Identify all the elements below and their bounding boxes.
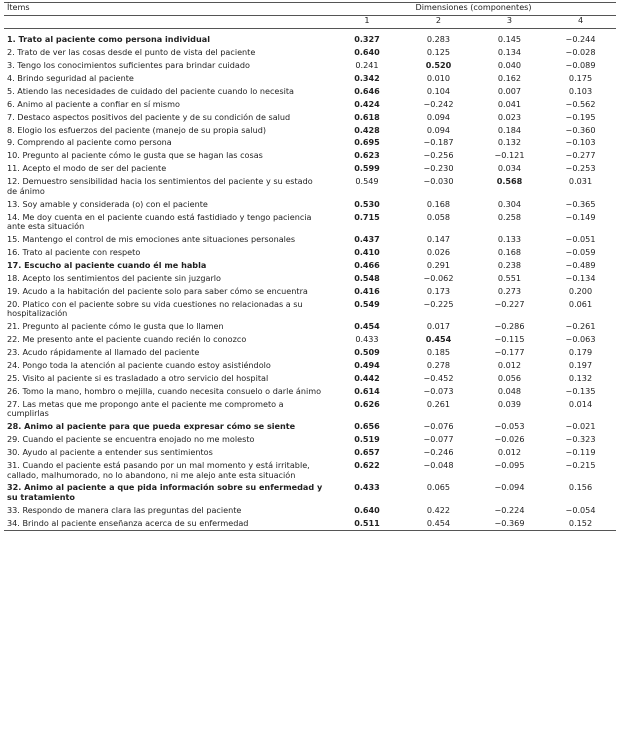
loading-dim-3: 0.039 [497,398,522,409]
loading-dim-3: 0.273 [497,285,522,296]
loading-dim-2: 0.104 [426,85,451,96]
item-label: 28. Animo al paciente para que pueda expresar cómo se siente [7,421,296,432]
loading-dim-2: 0.520 [425,60,452,71]
loading-dim-1: 0.241 [355,60,379,71]
loading-dim-1: 0.530 [354,198,380,209]
loading-dim-1: 0.410 [354,247,380,258]
loading-dim-1: 0.494 [354,359,380,370]
loading-dim-3: −0.224 [494,505,525,516]
loading-dim-3: −0.369 [474,517,545,530]
loading-dim-1: 0.342 [354,72,380,83]
item-label: 3. Tengo los conocimientos suficientes para brindar cuidado [7,60,250,71]
loading-dim-4: −0.489 [565,259,596,270]
loading-dim-3: 0.048 [497,385,522,396]
loading-dim-3: −0.095 [494,459,525,470]
table-row [4,285,616,298]
loading-dim-1: 0.618 [354,111,380,122]
loading-dim-1: 0.433 [354,482,380,493]
table-row [4,124,616,137]
loading-dim-4: −0.195 [565,111,596,122]
loading-dim-4: −0.063 [565,334,596,345]
header-row-columns [4,16,616,29]
table-row [4,272,616,285]
loading-dim-1: 0.416 [354,285,380,296]
loading-dim-2: 0.010 [426,72,451,83]
item-label: 5. Atiendo las necesidades de cuidado del paciente cuando lo necesita [7,85,294,96]
loading-dim-1: 0.327 [354,34,380,45]
item-label: 19. Acudo a la habitación del paciente solo para saber cómo se encuentra [7,285,308,296]
loading-dim-2: −0.187 [423,137,454,148]
column-header-3: 3 [474,16,545,29]
loading-dim-1: 0.428 [354,124,380,135]
table-row [4,72,616,85]
loading-dim-1: 0.549 [354,298,380,309]
loading-dim-1: 0.509 [354,347,380,357]
loading-dim-4: −0.261 [565,321,596,332]
table-row [4,176,616,199]
loading-dim-4: 0.061 [568,298,593,309]
item-label: 23. Acudo rápidamente al llamado del paciente [7,347,200,357]
item-label: 10. Pregunto al paciente cómo le gusta que se hagan las cosas [7,150,263,161]
loading-dim-3: 0.134 [497,47,522,58]
loading-dim-4: 0.197 [568,359,593,370]
factor-loadings-table [4,3,616,531]
table-row [4,98,616,111]
loading-dim-1: 0.599 [354,163,380,174]
loading-dim-2: 0.094 [426,124,451,135]
item-label: 27. Las metas que me propongo ante el paciente me comprometo a cumplirlas [7,398,284,419]
column-header-1: 1 [331,16,403,29]
loading-dim-4: 0.031 [568,176,593,187]
loading-dim-4: 0.179 [568,347,593,357]
table-row [4,150,616,163]
loading-dim-3: 0.162 [497,72,522,83]
item-label: 20. Platico con el paciente sobre su vida cuestiones no relacionadas a su hospitalización [7,298,303,319]
loading-dim-3: 0.023 [497,111,522,122]
item-label: 31. Cuando el paciente está pasando por un mal momento y está irritable, callado, malhumorado, no lo abandono, ni me alejo ante esta situación [7,459,310,480]
item-label: 21. Pregunto al paciente cómo le gusta que lo llamen [7,321,224,332]
loading-dim-4: −0.215 [565,459,596,470]
table-row [4,385,616,398]
loading-dim-2: 0.283 [426,34,451,45]
loading-dim-4: −0.149 [565,211,596,222]
loading-dim-3: 0.007 [497,85,522,96]
loading-dim-1: 0.640 [354,47,380,58]
table-row [4,163,616,176]
loading-dim-1: 0.548 [354,272,380,283]
table-row [4,421,616,434]
loading-dim-2: −0.452 [423,372,454,383]
table-row [4,372,616,385]
loading-dim-2: −0.048 [423,459,454,470]
loading-dim-4: −0.277 [565,150,596,161]
item-label: 6. Animo al paciente a confiar en sí mismo [7,98,180,109]
loading-dim-2: −0.246 [423,446,454,457]
item-label: 22. Me presento ante el paciente cuando recién lo conozco [7,334,247,345]
items-header: Ítems [4,3,331,16]
item-label: 12. Demuestro sensibilidad hacia los sentimientos del paciente y su estado de ánimo [7,176,313,196]
loading-dim-2: 0.454 [425,334,452,345]
loading-dim-3: −0.121 [494,150,525,161]
loading-dim-1: 0.646 [354,85,380,96]
loading-dim-4: 0.152 [545,517,616,530]
table-row [4,321,616,334]
loading-dim-3: 0.168 [497,247,522,258]
loading-dim-3: 0.238 [497,259,522,270]
loading-dim-1: 0.715 [354,211,380,222]
loading-dim-2: −0.062 [423,272,454,283]
loading-dim-4: −0.103 [565,137,596,148]
table-row [4,34,616,47]
loading-dim-2: 0.261 [426,398,451,409]
loading-dim-2: −0.077 [423,434,454,445]
table-row [4,459,616,482]
item-label: 14. Me doy cuenta en el paciente cuando está fastidiado y tengo paciencia ante esta situación [7,211,312,232]
loading-dim-2: 0.147 [426,234,451,245]
item-label: 17. Escucho al paciente cuando él me habla [7,259,207,270]
loading-dim-3: 0.568 [496,176,523,187]
loading-dim-1: 0.656 [354,421,380,432]
loading-dim-2: −0.225 [423,298,454,309]
item-label: 26. Tomo la mano, hombro o mejilla, cuando necesita consuelo o darle ánimo [7,385,322,396]
table-row [4,47,616,60]
loading-dim-1: 0.695 [354,137,380,148]
loading-dim-4: −0.134 [565,272,596,283]
item-label: 15. Mantengo el control de mis emociones ante situaciones personales [7,234,296,245]
loading-dim-2: −0.256 [423,150,454,161]
loading-dim-1: 0.549 [355,176,379,187]
loading-dim-2: 0.173 [426,285,451,296]
item-label: 2. Trato de ver las cosas desde el punto de vista del paciente [7,47,256,58]
loading-dim-3: 0.041 [497,98,522,109]
loading-dim-3: −0.094 [494,482,525,493]
loading-dim-1: 0.622 [354,459,380,470]
item-label: 16. Trato al paciente con respeto [7,247,141,258]
loading-dim-1: 0.433 [355,334,379,345]
loading-dim-3: 0.012 [497,446,522,457]
item-label: 11. Acepto el modo de ser del paciente [7,163,167,174]
dimensions-header: Dimensiones (componentes) [331,3,616,16]
loading-dim-1: 0.437 [354,234,380,245]
table-row [4,298,616,321]
loading-dim-2: −0.073 [423,385,454,396]
loading-dim-4: −0.089 [565,60,596,71]
table-row [4,211,616,234]
loading-dim-3: −0.053 [494,421,525,432]
column-header-2: 2 [403,16,474,29]
loading-dim-4: −0.135 [565,385,596,396]
loading-dim-3: −0.286 [494,321,525,332]
item-label: 34. Brindo al paciente enseñanza acerca de su enfermedad [4,517,331,530]
loading-dim-1: 0.454 [354,321,380,332]
item-label: 25. Visito al paciente si es trasladado a otro servicio del hospital [7,372,269,383]
item-label: 8. Elogio los esfuerzos del paciente (manejo de su propia salud) [7,124,267,135]
table-body [4,34,616,531]
loading-dim-1: 0.466 [354,259,380,270]
loading-dim-2: 0.065 [426,482,451,493]
table-row [4,85,616,98]
table-row [4,234,616,247]
table-row [4,198,616,211]
loading-dim-2: 0.422 [426,505,451,516]
loading-dim-3: 0.184 [497,124,522,135]
loading-dim-1: 0.519 [354,434,380,445]
loading-dim-3: 0.145 [497,34,522,45]
loading-dim-3: −0.115 [494,334,525,345]
table-row [4,246,616,259]
loading-dim-1: 0.614 [354,385,380,396]
table-row [4,517,616,530]
loading-dim-4: 0.156 [568,482,593,493]
item-label: 1. Trato al paciente como persona individual [7,34,210,45]
loading-dim-4: 0.014 [568,398,593,409]
header-row-dimensions [4,3,616,16]
loading-dim-3: 0.040 [497,60,522,71]
loading-dim-2: 0.168 [426,198,451,209]
loading-dim-2: 0.454 [403,517,474,530]
loading-dim-4: −0.253 [565,163,596,174]
loading-dim-2: −0.076 [423,421,454,432]
loading-dim-4: −0.028 [565,47,596,58]
loading-dim-4: −0.360 [565,124,596,135]
table-row [4,359,616,372]
item-label: 13. Soy amable y considerada (o) con el paciente [7,198,208,209]
table-row [4,334,616,347]
loading-dim-2: 0.278 [426,359,451,370]
item-label: 18. Acepto los sentimientos del paciente sin juzgarlo [7,272,221,283]
table-row [4,398,616,421]
item-label: 30. Ayudo al paciente a entender sus sentimientos [7,446,213,457]
loading-dim-2: 0.125 [426,47,451,58]
loading-dim-4: −0.119 [565,446,596,457]
loading-dim-2: −0.030 [423,176,454,187]
loading-dim-4: −0.021 [565,421,596,432]
item-label: 29. Cuando el paciente se encuentra enojado no me molesto [7,434,255,445]
loading-dim-3: −0.177 [494,347,525,357]
loading-dim-4: −0.054 [565,505,596,516]
item-label: 9. Comprendo al paciente como persona [7,137,172,148]
table-row [4,111,616,124]
table-row [4,59,616,72]
items-header-spacer [4,16,331,29]
loading-dim-3: 0.551 [497,272,522,283]
loading-dim-1: 0.640 [354,505,380,516]
loading-dim-3: 0.258 [497,211,522,222]
loading-dim-3: 0.133 [497,234,522,245]
item-label: 7. Destaco aspectos positivos del paciente y de su condición de salud [7,111,291,122]
table-row [4,482,616,505]
loading-dim-2: −0.230 [423,163,454,174]
loading-dim-2: 0.058 [426,211,451,222]
item-label: 4. Brindo seguridad al paciente [7,72,134,83]
loading-dim-1: 0.442 [354,372,380,383]
loading-dim-2: 0.017 [426,321,451,332]
item-label: 33. Respondo de manera clara las preguntas del paciente [7,505,242,516]
loading-dim-3: 0.132 [497,137,522,148]
loading-dim-4: 0.103 [568,85,593,96]
loading-dim-3: 0.034 [497,163,522,174]
table-row [4,346,616,359]
loading-dim-4: −0.051 [565,234,596,245]
loading-dim-3: −0.227 [494,298,525,309]
loading-dim-4: −0.244 [565,34,596,45]
loading-dim-1: 0.424 [354,98,380,109]
loading-dim-4: −0.365 [565,198,596,209]
loading-dim-1: 0.511 [331,517,403,530]
loading-dim-4: −0.562 [565,98,596,109]
loading-dim-1: 0.623 [354,150,380,161]
item-label: 32. Animo al paciente a que pida información sobre su enfermedad y su tratamiento [7,482,323,503]
table-row [4,504,616,517]
loading-dim-4: 0.175 [568,72,593,83]
table-row [4,137,616,150]
loading-dim-3: 0.056 [497,372,522,383]
loading-dim-2: 0.185 [426,347,451,357]
table-row [4,446,616,459]
loading-dim-4: −0.323 [565,434,596,445]
item-label: 24. Pongo toda la atención al paciente cuando estoy asistiéndolo [7,359,271,370]
loading-dim-3: 0.304 [497,198,522,209]
column-header-4: 4 [545,16,616,29]
loading-dim-2: 0.094 [426,111,451,122]
loading-dim-2: −0.242 [423,98,454,109]
loading-dim-1: 0.657 [354,446,380,457]
table-row [4,433,616,446]
loading-dim-2: 0.026 [426,247,451,258]
loading-dim-2: 0.291 [426,259,451,270]
table-row [4,259,616,272]
loading-dim-4: −0.059 [565,247,596,258]
loading-dim-3: −0.026 [494,434,525,445]
loading-dim-1: 0.626 [354,398,380,409]
loading-dim-4: 0.132 [568,372,593,383]
loading-dim-4: 0.200 [568,285,593,296]
loading-dim-3: 0.012 [497,359,522,370]
